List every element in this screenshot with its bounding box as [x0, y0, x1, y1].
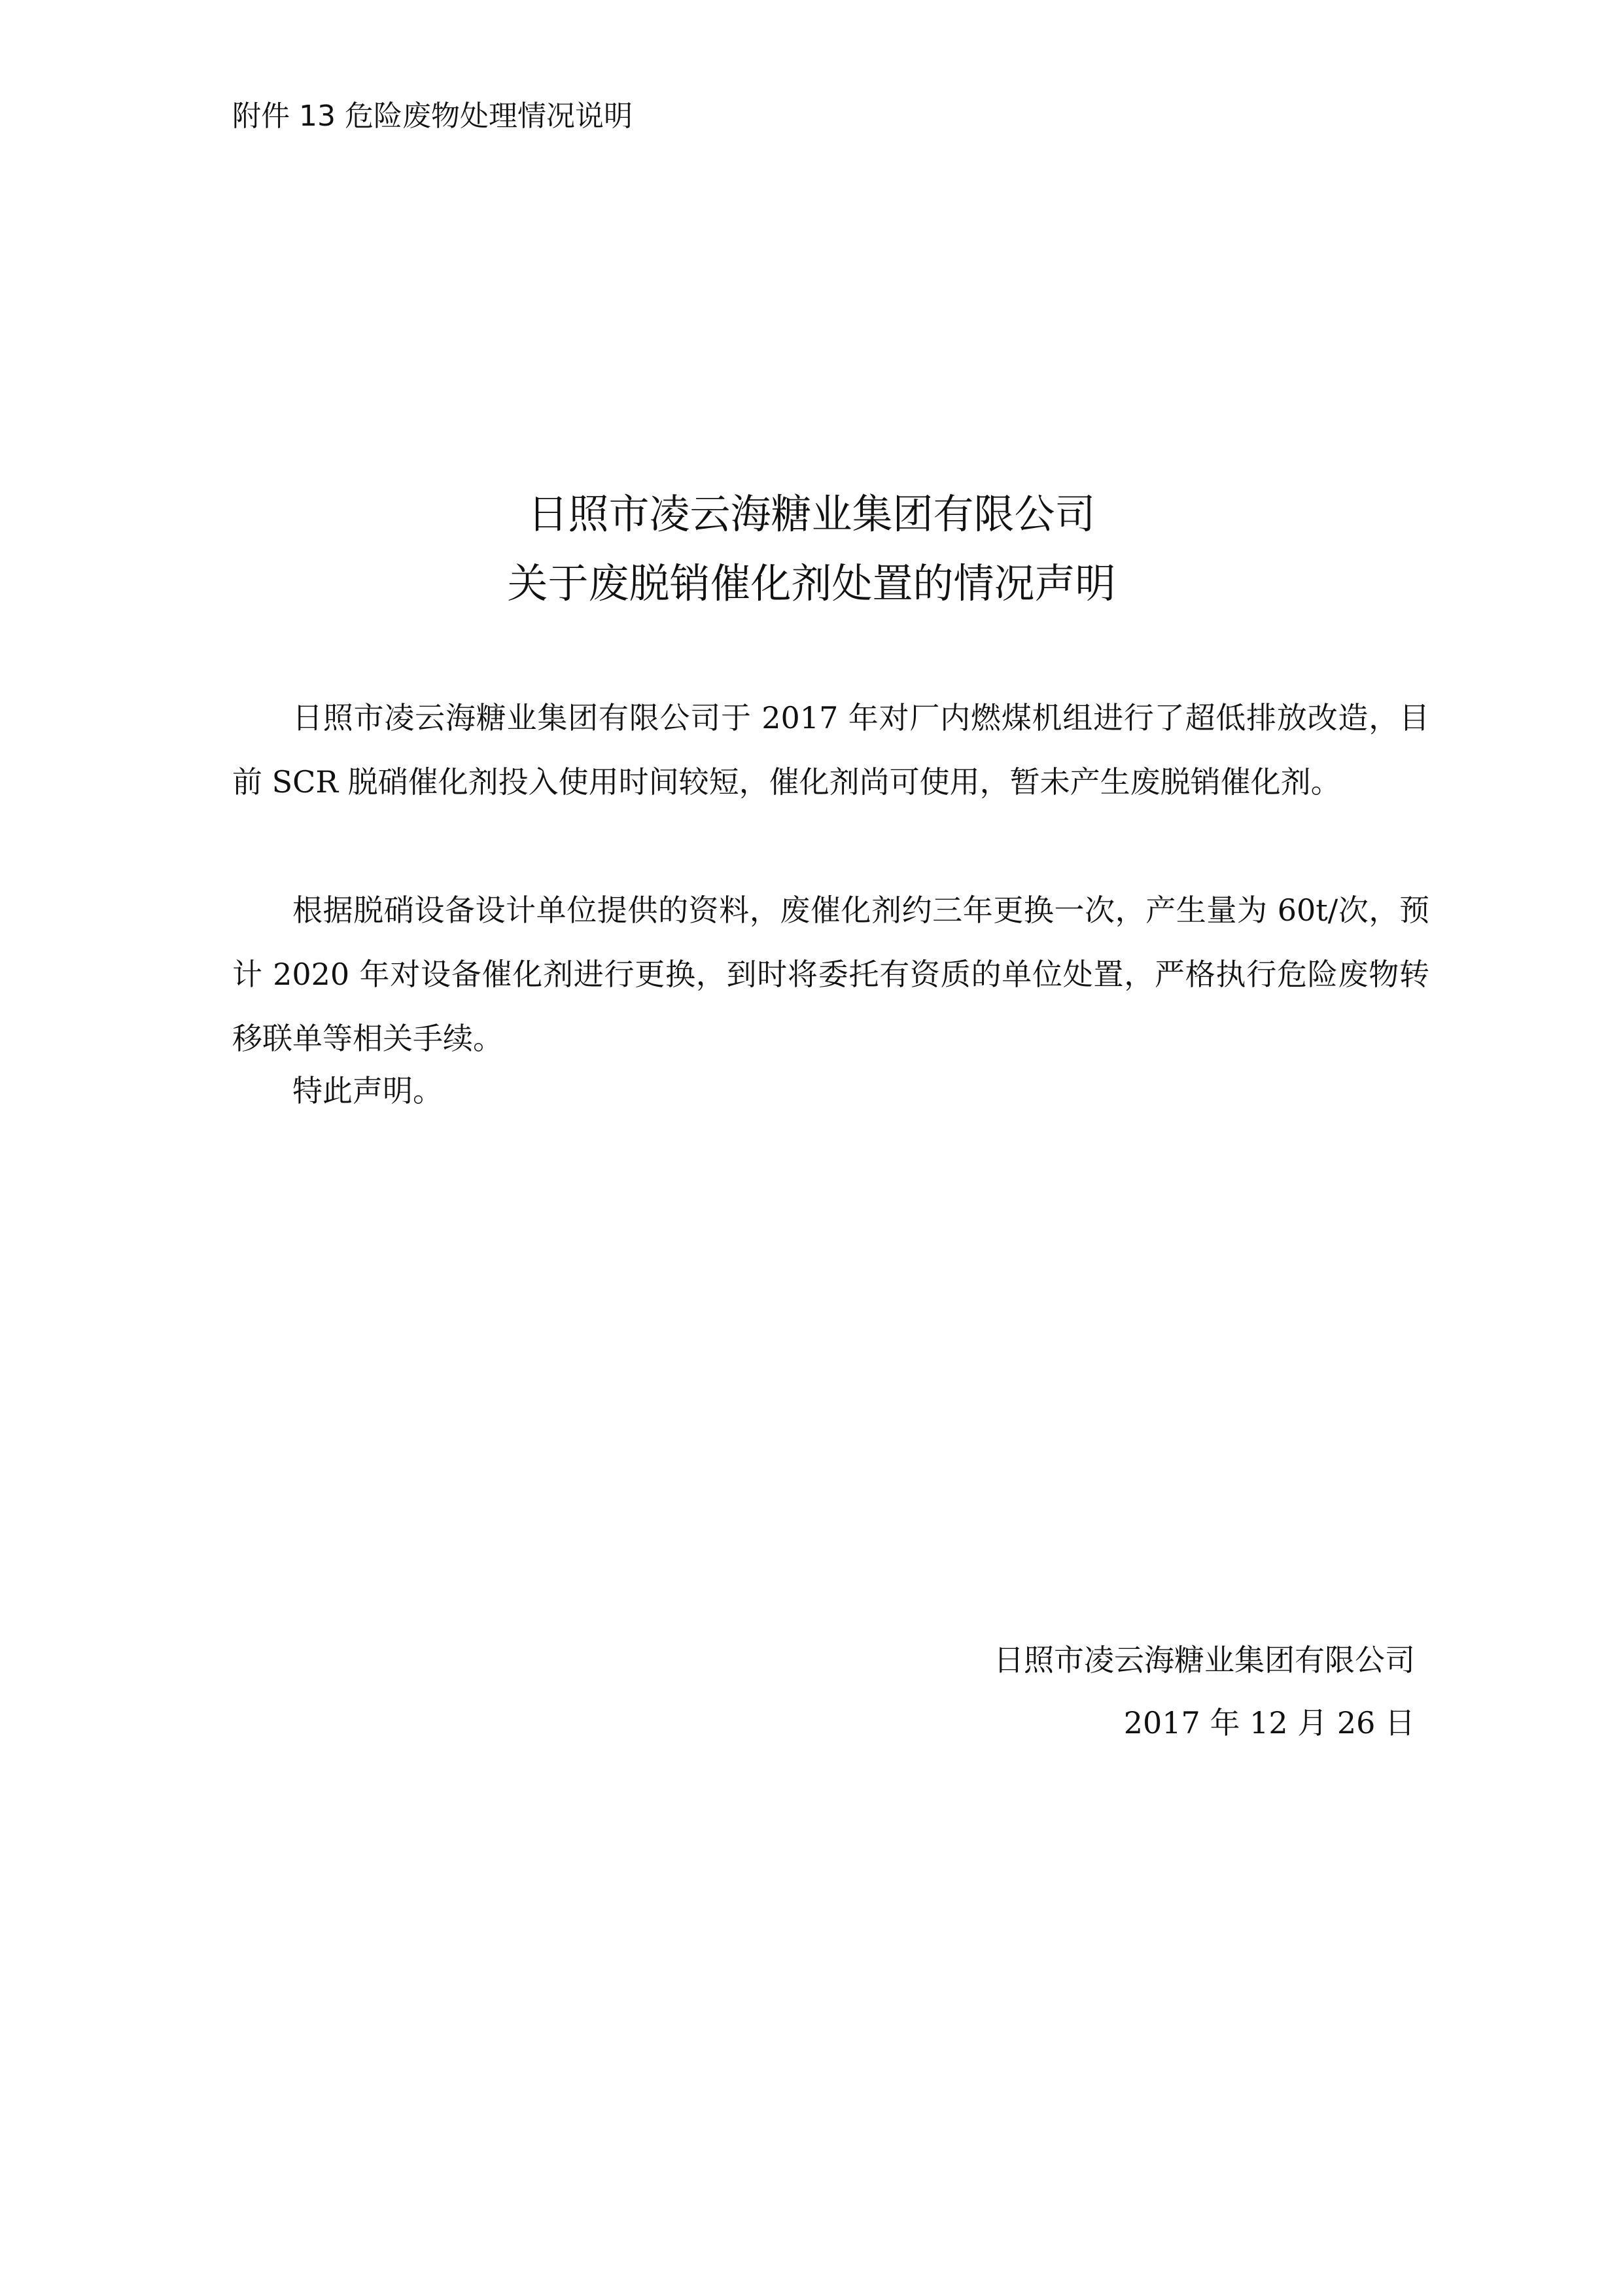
signature-company: 日照市凌云海糖业集团有限公司 [994, 1642, 1415, 1678]
body-paragraph-2: 根据脱硝设备设计单位提供的资料，废催化剂约三年更换一次，产生量为 60t/次，预计 2020 年对设备催化剂进行更换，到时将委托有资质的单位处置，严格执行危险废物转移联单等相关手续。 [232, 892, 1429, 1056]
attachment-label: 附件 13 危险废物处理情况说明 [232, 99, 633, 133]
signature-date: 2017 年 12 月 26 日 [1123, 1705, 1415, 1740]
body-paragraph-1: 日照市凌云海糖业集团有限公司于 2017 年对厂内燃煤机组进行了超低排放改造，目前 SCR 脱硝催化剂投入使用时间较短，催化剂尚可使用，暂未产生废脱销催化剂。 [232, 700, 1429, 800]
closing-statement: 特此声明。 [292, 1073, 443, 1108]
document-title-line-2: 关于废脱销催化剂处置的情况声明 [507, 559, 1116, 607]
document-title-line-1: 日照市凌云海糖业集团有限公司 [527, 490, 1096, 538]
